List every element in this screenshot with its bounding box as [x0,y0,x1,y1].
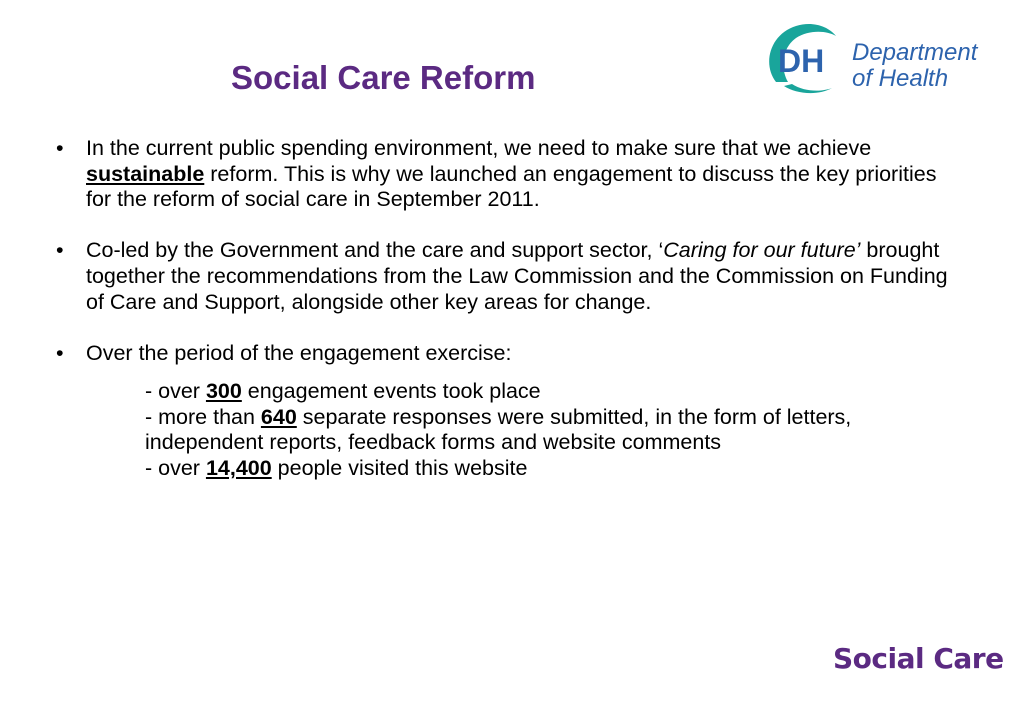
logo-department-text: Department [852,39,978,66]
social-care-brand: Social Care [833,642,1004,675]
bullet-dot: • [56,340,64,365]
publication-title: Caring for our future’ [663,238,861,263]
bullet-text: Over the period of the engagement exercise: [86,340,512,365]
bullet-item [52,238,967,315]
bullet-text: Co-led by the Government and the care and support sector, ‘ [86,238,664,263]
bullet-dot: • [56,238,64,263]
bullet-item [52,341,967,367]
engagement-stats [145,379,960,481]
bullet-dot: • [56,136,64,160]
bullet-text: reform. This is why we launched an engagement to discuss the key priorities for the reform of social care in September 2011. [86,161,937,212]
stat-line: - over 300 engagement events took place [145,379,541,404]
stat-value: 14,400 [205,455,272,480]
logo-swoosh-teal-lower [784,84,832,93]
logo-health-text: of Health [852,65,949,92]
emphasis-text: sustainable [86,161,205,186]
stat-value: 300 [205,379,242,404]
slide-title: Social Care Reform [231,59,536,96]
bullet-item [52,136,967,213]
stat-value: 640 [260,404,297,429]
logo-mark-text: DH [778,43,825,79]
bullet-text: In the current public spending environment, we need to make sure that we achieve [86,136,872,160]
stat-line: - more than 640 separate responses were submitted, in the form of letters, independent reports, feedback forms and website comments [145,404,858,455]
bullet-text: brought together the recommendations from the Law Commission and the Commission on Funding of Care and Support, alongside other key areas for change. [86,238,948,314]
dh-logo-graphic [766,20,998,98]
stat-line: - over 14,400 people visited this website [145,455,528,480]
department-of-health-logo [766,20,998,98]
slide-body [52,136,967,482]
